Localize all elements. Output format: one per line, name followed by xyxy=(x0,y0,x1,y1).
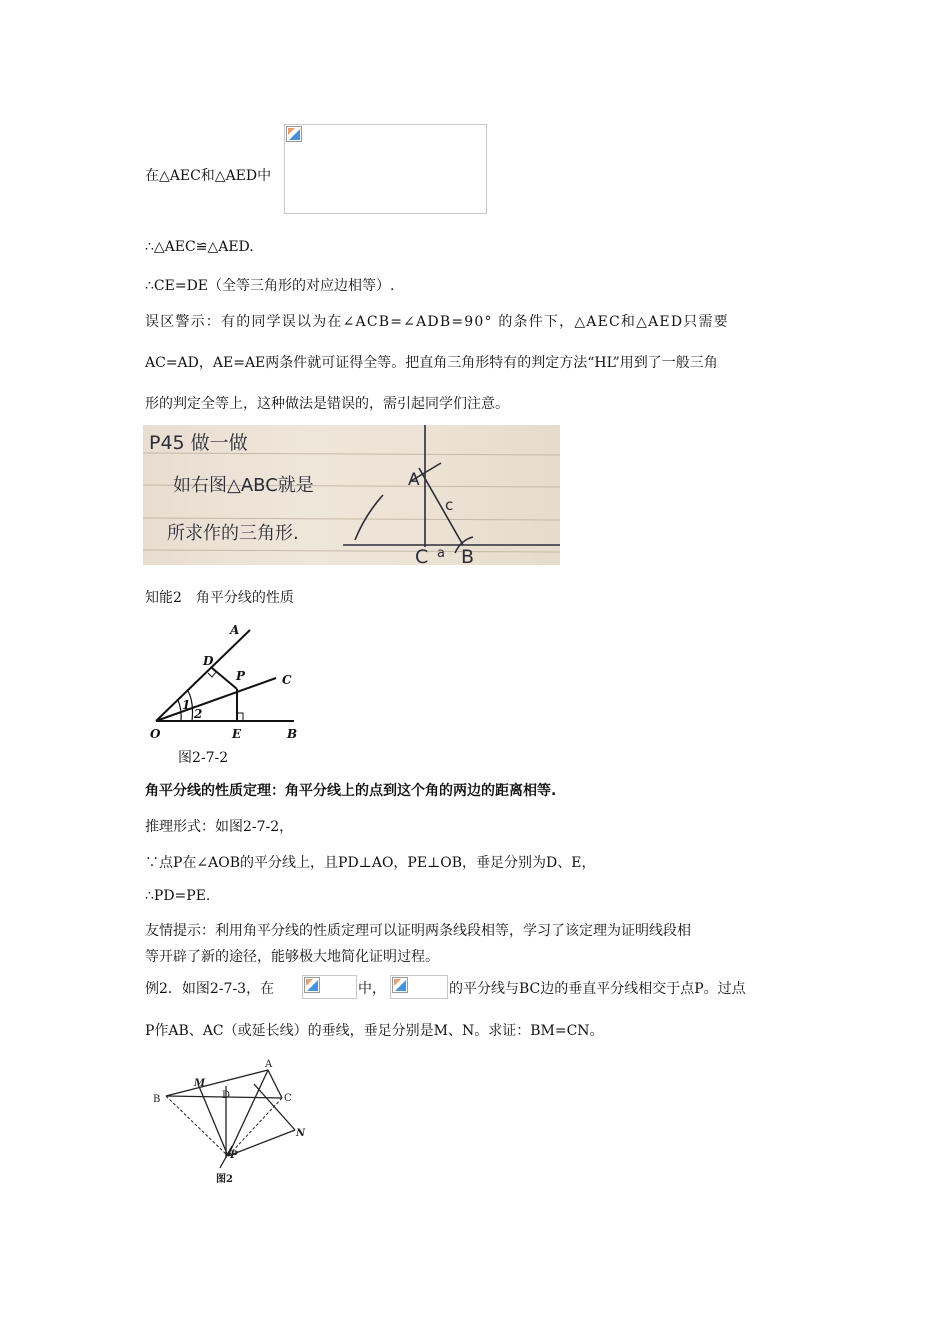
reasoning-because: ∵点P在∠AOB的平分线上，且PD⊥AO，PE⊥OB，垂足分别为D、E， xyxy=(145,855,596,871)
example-label-d: D xyxy=(222,1090,231,1101)
angle-bisector-figure xyxy=(144,618,314,742)
handwritten-construction-drawing xyxy=(143,425,560,565)
example-label-m: M xyxy=(194,1078,206,1089)
warning-line-1: 误区警示：有的同学误以为在∠ACB=∠ADB=90° 的条件下，△AEC和△AED只需要 xyxy=(145,314,729,330)
congruence-conclusion: ∴△AEC≌△AED. xyxy=(145,239,254,255)
handwritten-label-side-c: c xyxy=(445,496,454,514)
figure-label-o: O xyxy=(150,727,161,741)
warning-line-2: AC=AD，AE=AE两条件就可证得全等。把直角三角形特有的判定方法“HL”用到了一般三角 xyxy=(145,355,718,371)
reasoning-therefore: ∴PD=PE. xyxy=(145,888,211,904)
tip-line-1: 友情提示：利用角平分线的性质定理可以证明两条线段相等，学习了该定理为证明线段相 xyxy=(145,923,691,939)
theorem-statement: 角平分线的性质定理：角平分线上的点到这个角的两边的距离相等. xyxy=(145,783,557,799)
broken-image-icon xyxy=(286,126,302,142)
handwritten-label-c: C xyxy=(415,546,429,565)
broken-image-icon xyxy=(304,977,320,993)
handwritten-line-2: 所求作的三角形. xyxy=(167,523,299,544)
figure-label-1: 1 xyxy=(182,698,191,712)
example-line-1b: 中， xyxy=(358,981,386,997)
handwritten-line-1: 如右图△ABC就是 xyxy=(173,475,314,496)
side-equality-conclusion: ∴CE=DE（全等三角形的对应边相等）. xyxy=(145,278,395,294)
figure-label-d: D xyxy=(203,654,214,668)
reasoning-form: 推理形式：如图2-7-2， xyxy=(145,819,294,835)
example-label-p: P xyxy=(230,1150,238,1161)
handwritten-label-side-a: a xyxy=(437,546,445,561)
example-geometry-figure xyxy=(150,1058,310,1186)
broken-image-placeholder-angle xyxy=(390,975,448,999)
section-heading: 知能2 角平分线的性质 xyxy=(145,590,294,606)
example-figure-caption: 图2 xyxy=(216,1174,233,1185)
example-line-2: P作AB、AC（或延长线）的垂线，垂足分别是M、N。求证：BM=CN。 xyxy=(145,1023,604,1039)
warning-line-3: 形的判定全等上，这种做法是错误的，需引起同学们注意。 xyxy=(145,396,509,412)
tip-line-2: 等开辟了新的途径，能够极大地简化证明过程。 xyxy=(145,949,439,965)
figure-label-c: C xyxy=(282,673,292,687)
figure-label-a: A xyxy=(230,623,240,637)
example-label-a: A xyxy=(265,1059,273,1070)
broken-image-placeholder xyxy=(284,124,487,214)
broken-image-placeholder-triangle xyxy=(302,975,357,999)
example-line-1a: 例2．如图2-7-3，在 xyxy=(145,981,275,997)
handwritten-label-a: A xyxy=(408,470,420,490)
handwritten-title: P45 做一做 xyxy=(149,432,248,454)
broken-image-icon xyxy=(392,977,408,993)
figure-label-p: P xyxy=(236,669,246,683)
example-label-n: N xyxy=(296,1128,306,1139)
figure-label-2: 2 xyxy=(194,707,203,721)
example-line-1c: 的平分线与BC边的垂直平分线相交于点P。过点 xyxy=(449,981,746,997)
example-label-b: B xyxy=(153,1094,161,1105)
figure-label-b: B xyxy=(287,727,298,741)
example-label-c: C xyxy=(284,1093,292,1104)
proof-intro: 在△AEC和△AED中 xyxy=(145,168,272,184)
handwritten-label-b: B xyxy=(461,546,475,565)
handwritten-construction-photo xyxy=(143,425,560,565)
figure-label-e: E xyxy=(232,727,242,741)
figure-caption: 图2-7-2 xyxy=(178,750,229,766)
